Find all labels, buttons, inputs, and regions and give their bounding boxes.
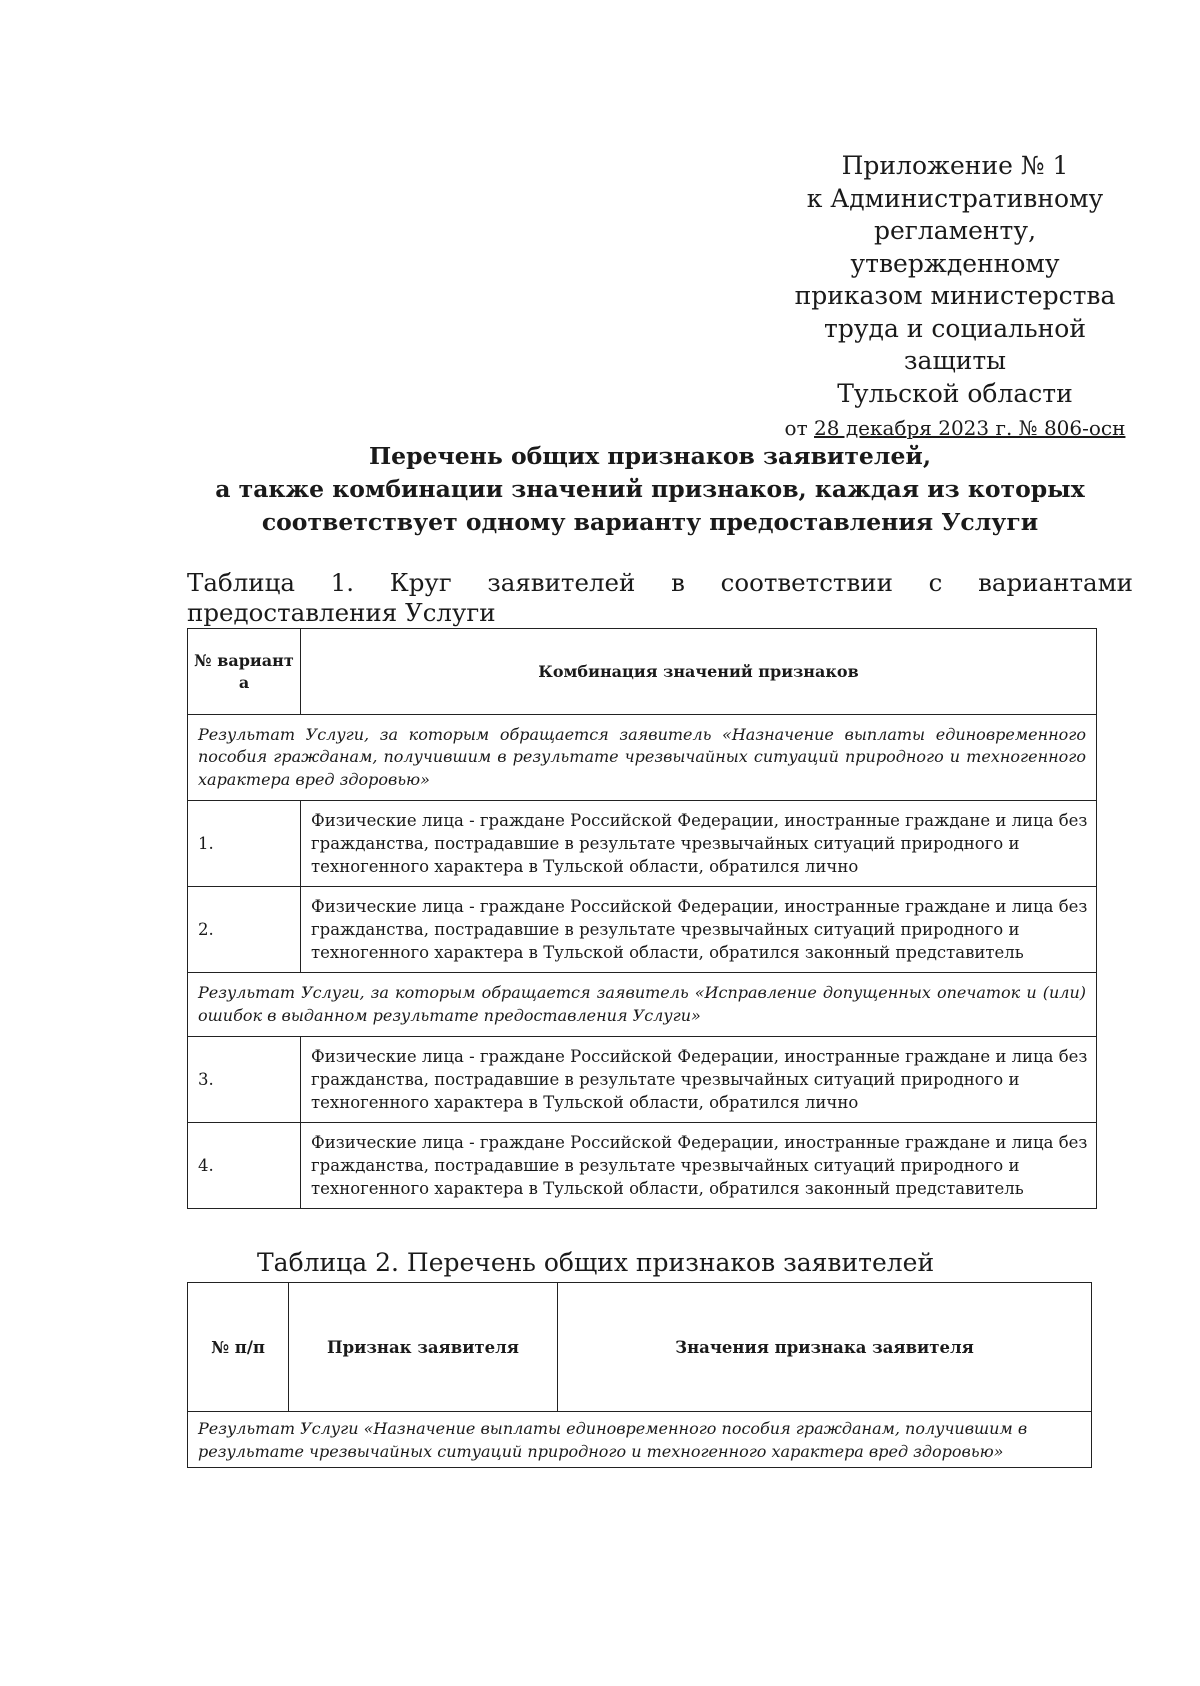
result-row xyxy=(188,973,1097,1037)
order-date: 28 декабря 2023 г. № 806-осн xyxy=(814,416,1126,440)
title-line: соответствует одному варианту предоставления Услуги xyxy=(261,508,1039,536)
table-header-row xyxy=(188,1283,1092,1412)
variant-description: Физические лица - граждане Российской Федерации, иностранные граждане и лица без гражданства, пострадавшие в результате чрезвычайных ситуаций природного и техногенного характера в Тульской области, обратился законный представитель xyxy=(301,1123,1097,1209)
appendix-line: приказом министерства xyxy=(794,281,1116,310)
title-line: Перечень общих признаков заявителей, xyxy=(368,442,932,470)
header-row-number: № п/п xyxy=(188,1283,289,1412)
variant-description: Физические лица - граждане Российской Федерации, иностранные граждане и лица без гражданства, пострадавшие в результате чрезвычайных ситуаций природного и техногенного характера в Тульской области, обратился законный представитель xyxy=(301,887,1097,973)
table-row xyxy=(188,801,1097,887)
appendix-line: к Административному xyxy=(806,183,1104,213)
variant-number: 1. xyxy=(188,801,301,887)
appendix-line: Приложение № 1 xyxy=(841,151,1069,180)
header-attribute: Признак заявителя xyxy=(289,1283,558,1412)
result-row xyxy=(188,1412,1092,1468)
order-prefix: от xyxy=(784,416,815,440)
variant-description: Физические лица - граждане Российской Федерации, иностранные граждане и лица без гражданства, пострадавшие в результате чрезвычайных ситуаций природного и техногенного характера в Тульской области, обратился лично xyxy=(301,1037,1097,1123)
result-description: Результат Услуги, за которым обращается заявитель «Исправление допущенных опечаток и (или) ошибок в выданном результате предоставления Услуги» xyxy=(188,973,1097,1037)
table1-caption: Таблица 1. Круг заявителей в соответствии с вариантами xyxy=(187,568,1133,597)
appendix-block xyxy=(770,150,1140,445)
variant-number: 2. xyxy=(188,887,301,973)
result-description: Результат Услуги, за которым обращается заявитель «Назначение выплаты единовременного пособия гражданам, получившим в результате чрезвычайных ситуаций природного и техногенного характера вред здоровью» xyxy=(188,715,1097,801)
table2-caption: Таблица 2. Перечень общих признаков заявителей xyxy=(257,1248,935,1277)
table1-caption-cont: предоставления Услуги xyxy=(187,598,496,627)
header-variant-number: № варианта xyxy=(188,629,301,715)
table-row xyxy=(188,1123,1097,1209)
variant-number: 4. xyxy=(188,1123,301,1209)
appendix-line: регламенту, утвержденному xyxy=(850,216,1060,278)
result-description: Результат Услуги «Назначение выплаты единовременного пособия гражданам, получившим в результате чрезвычайных ситуаций природного и техногенного характера вред здоровью» xyxy=(188,1412,1092,1468)
title-line: а также комбинации значений признаков, каждая из которых xyxy=(215,475,1085,503)
table-row xyxy=(188,1037,1097,1123)
document-title xyxy=(150,440,1150,539)
result-row xyxy=(188,715,1097,801)
header-combination: Комбинация значений признаков xyxy=(301,629,1097,715)
variant-description: Физические лица - граждане Российской Федерации, иностранные граждане и лица без гражданства, пострадавшие в результате чрезвычайных ситуаций природного и техногенного характера в Тульской области, обратился лично xyxy=(301,801,1097,887)
table1 xyxy=(187,628,1097,1209)
table2 xyxy=(187,1282,1092,1468)
appendix-line: труда и социальной защиты xyxy=(824,313,1086,375)
table-row xyxy=(188,887,1097,973)
variant-number: 3. xyxy=(188,1037,301,1123)
table-header-row xyxy=(188,629,1097,715)
appendix-line: Тульской области xyxy=(837,378,1073,408)
header-attribute-values: Значения признака заявителя xyxy=(558,1283,1092,1412)
